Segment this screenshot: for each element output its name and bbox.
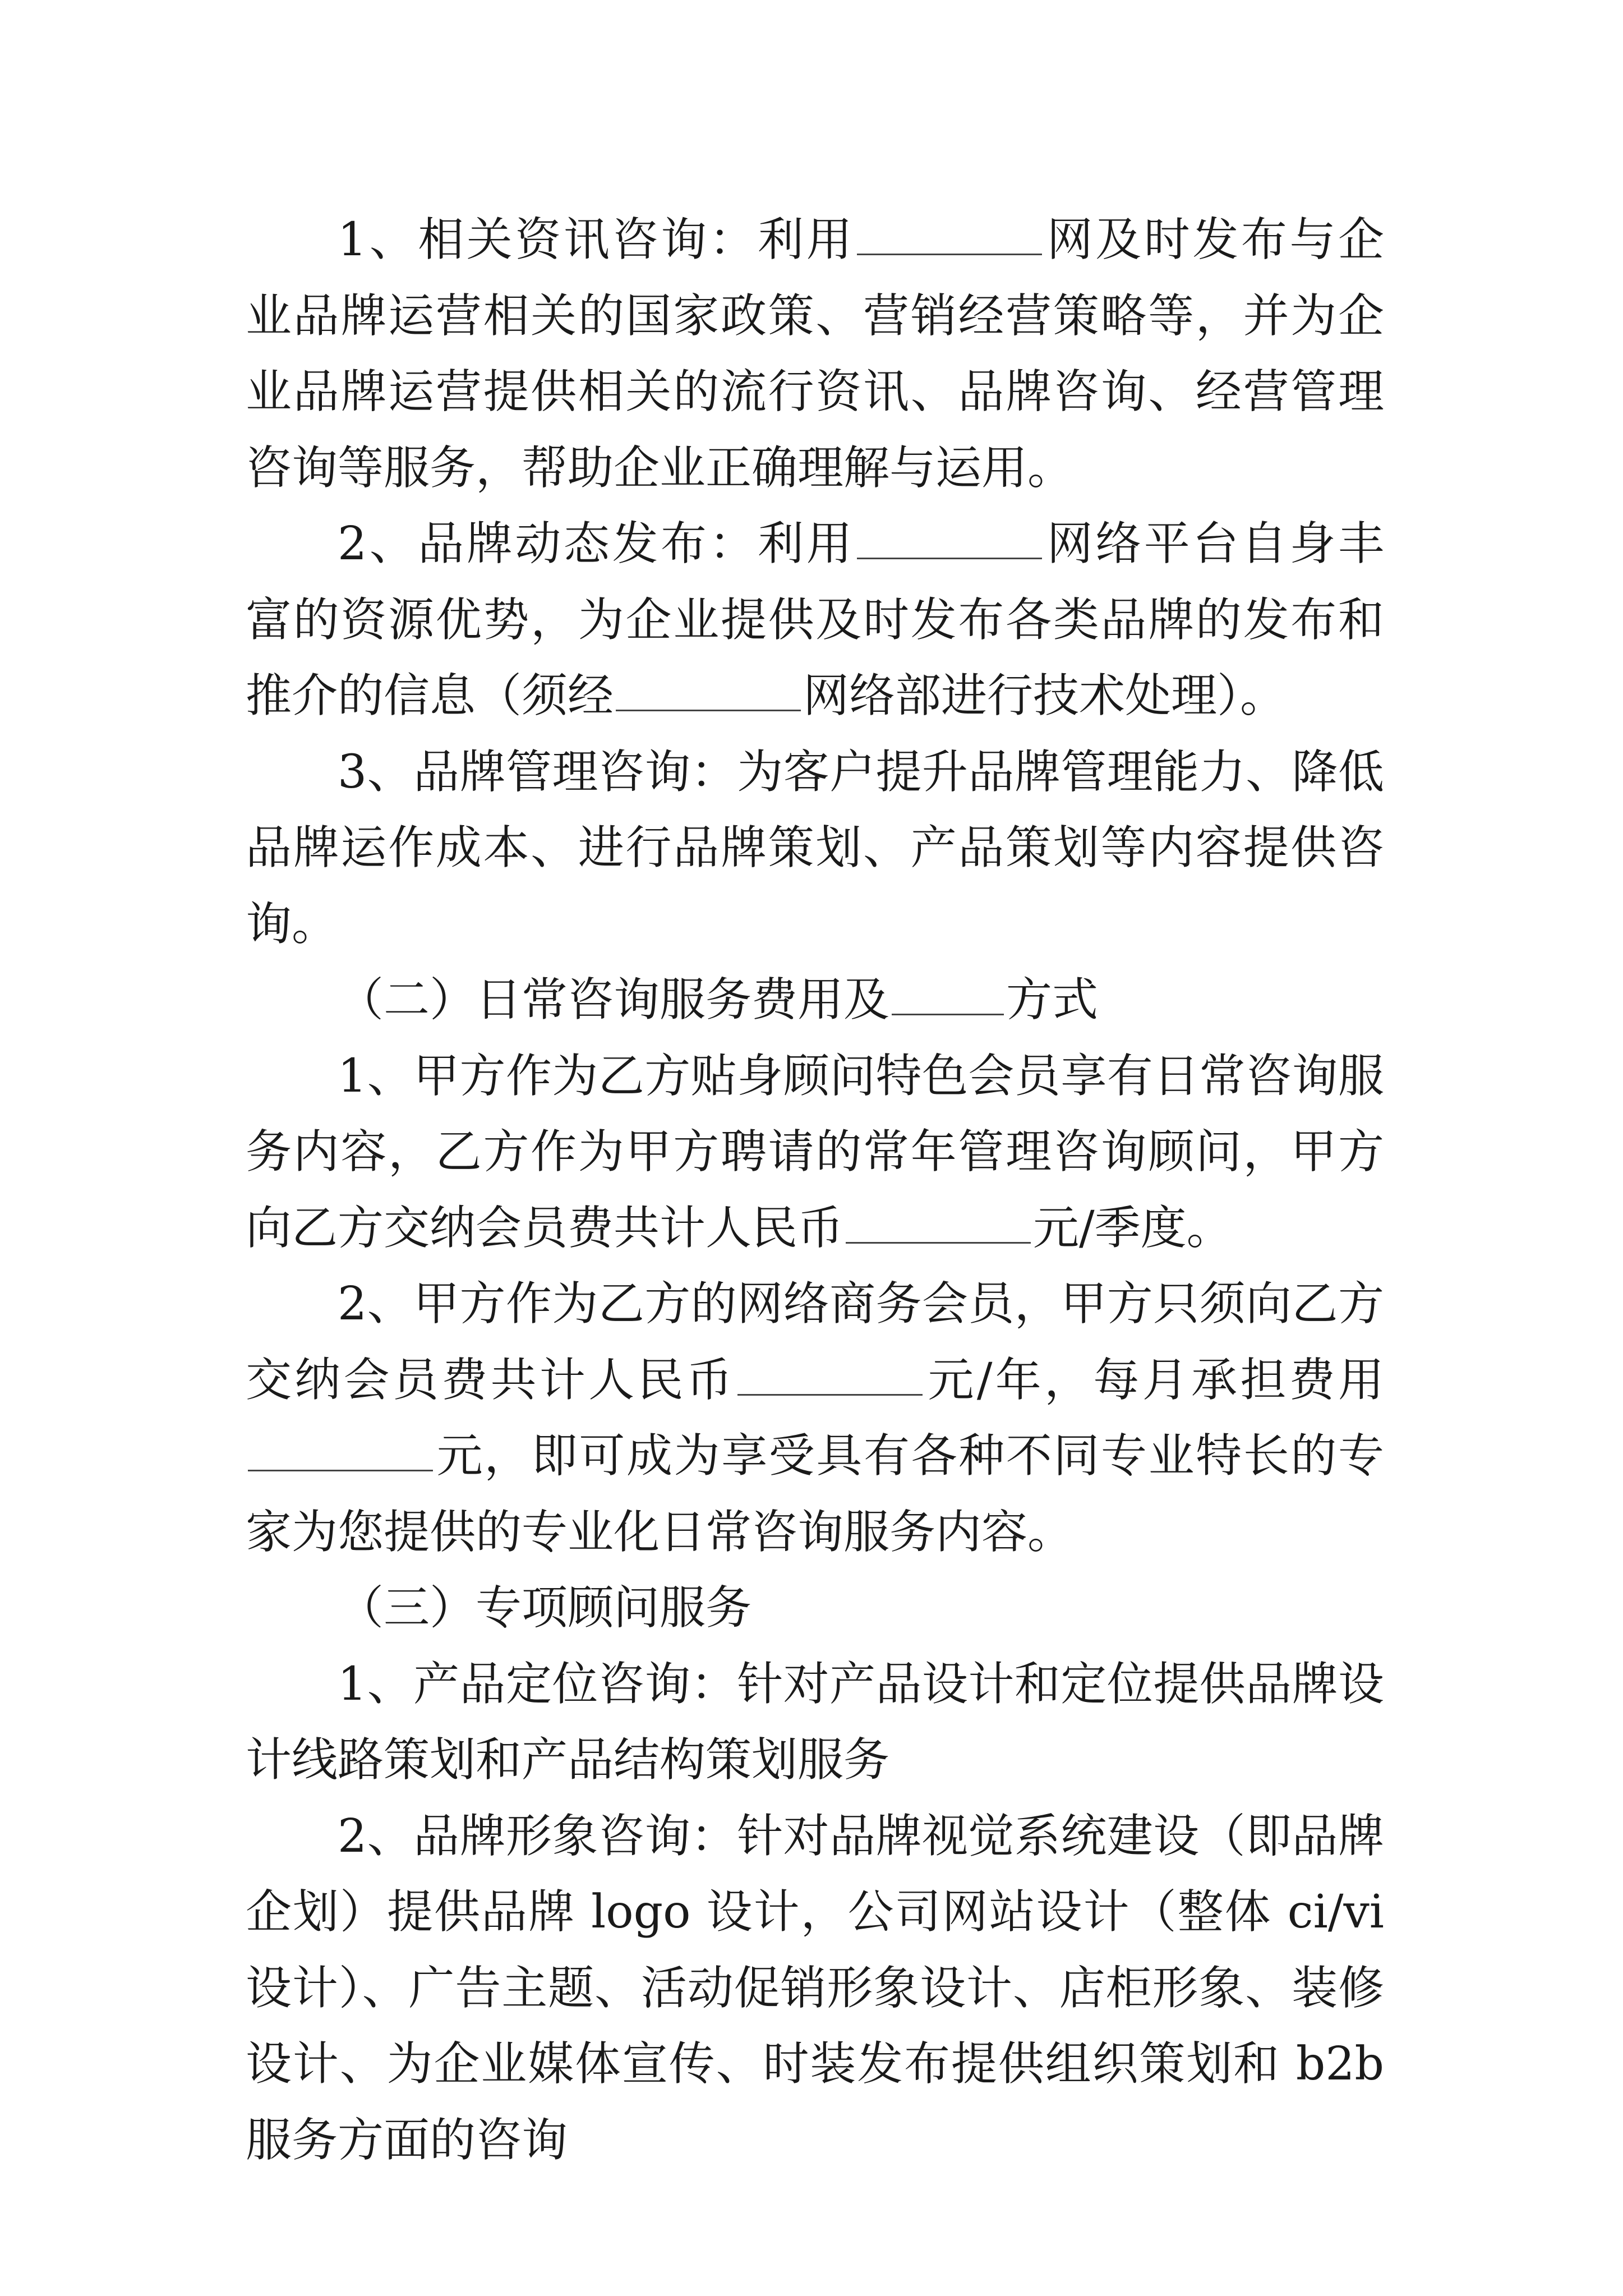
paragraph-text: 网及时发布与企业品牌运营相关的国家政策、营销经营策略等，并为企业品牌运营提供相关的流行资讯、品牌咨询、经营管理咨询等服务，帮助企业正确理解与运用。 [246, 213, 1384, 495]
paragraph-text: 元/年，每月承担费用 [925, 1353, 1384, 1407]
fill-in-blank [737, 1393, 923, 1396]
paragraph-text: 2、品牌形象咨询：针对品牌视觉系统建设（即品牌企划）提供品牌 logo 设计，公司网站设计（整体 ci/vi 设计）、广告主题、活动促销形象设计、店柜形象、装修设计、为企业媒体宣传、时装发布提供组织策划和 b2b 服务方面的咨询 [246, 1809, 1384, 2167]
paragraph-info-consulting [246, 202, 1384, 506]
paragraph-brand-release [246, 506, 1384, 734]
paragraph-text: 网络部进行技术处理）。 [803, 669, 1287, 723]
paragraph-text: 1、相关资讯咨询：利用 [338, 213, 855, 266]
paragraph-brand-image [246, 1798, 1384, 2179]
fill-in-blank [248, 1469, 433, 1471]
document-body [246, 202, 1384, 2178]
paragraph-text: 2、品牌动态发布：利用 [338, 517, 855, 570]
section-heading-fees [246, 962, 1384, 1038]
paragraph-product-positioning [246, 1646, 1384, 1798]
paragraph-fee-annual [246, 1266, 1384, 1570]
heading-text: （二）日常咨询服务费用及 [338, 973, 890, 1027]
paragraph-text: 元，即可成为享受具有各种不同专业特长的专家为您提供的专业化日常咨询服务内容。 [246, 1429, 1384, 1559]
paragraph-text: 1、甲方作为乙方贴身顾问特色会员享有日常咨询服务内容，乙方作为甲方聘请的常年管理咨询顾问，甲方向乙方交纳会员费共计人民币 [246, 1049, 1384, 1255]
paragraph-text: 元/季度。 [1033, 1201, 1233, 1255]
fill-in-blank [846, 1241, 1031, 1244]
paragraph-text: 3、品牌管理咨询：为客户提升品牌管理能力、降低品牌运作成本、进行品牌策划、产品策划等内容提供咨询。 [246, 745, 1384, 951]
heading-text: （三）专项顾问服务 [338, 1581, 752, 1635]
paragraph-brand-management [246, 734, 1384, 963]
fill-in-blank [616, 709, 801, 711]
paragraph-fee-quarterly [246, 1038, 1384, 1267]
paragraph-text: 2、甲方作为乙方的网络商务会员，甲方只须向乙方交纳会员费共计人民币 [246, 1277, 1384, 1407]
section-heading-special [246, 1570, 1384, 1646]
fill-in-blank [892, 1013, 1004, 1015]
paragraph-text: 1、产品定位咨询：针对产品设计和定位提供品牌设计线路策划和产品结构策划服务 [246, 1657, 1384, 1787]
fill-in-blank [857, 557, 1042, 559]
heading-text: 方式 [1006, 973, 1099, 1027]
paragraph-text: 网络平台自身丰富的资源优势，为企业提供及时发布各类品牌的发布和推介的信息（须经 [246, 517, 1384, 723]
fill-in-blank [857, 253, 1042, 255]
